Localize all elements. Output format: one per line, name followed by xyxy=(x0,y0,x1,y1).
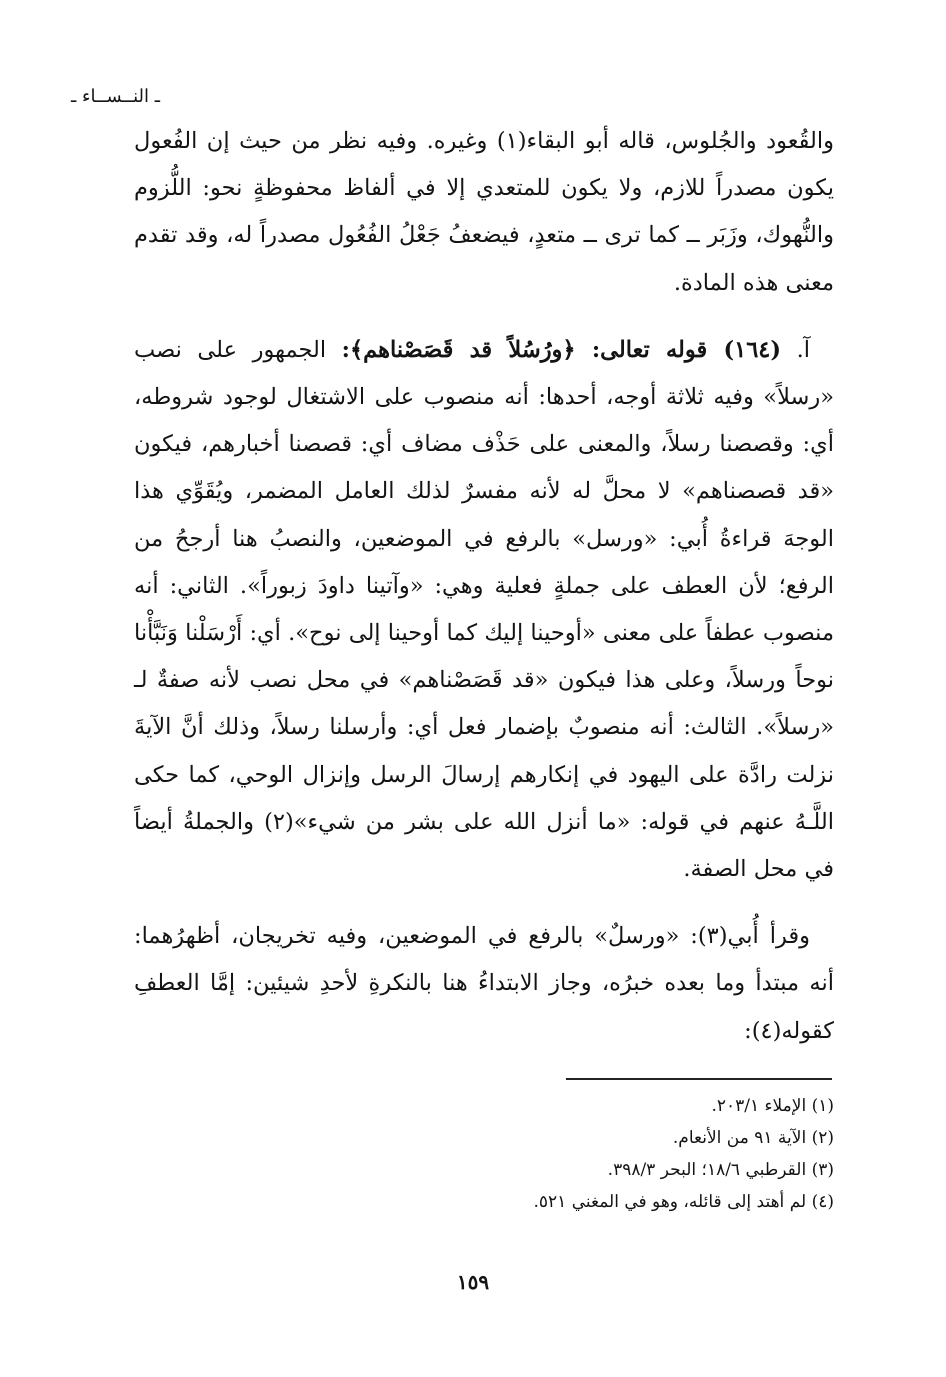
footnote-1: (١) الإملاء ٢٠٣/١. xyxy=(711,1096,834,1116)
footnote-3: (٣) القرطبي ١٨/٦؛ البحر ٣٩٨/٣. xyxy=(607,1160,834,1180)
footnotes xyxy=(134,1090,834,1218)
verse-heading: (١٦٤) قوله تعالى: ﴿ورُسُلاً قد قَصَصْناهم﴾: xyxy=(341,336,782,363)
verse-marker: آ. xyxy=(796,336,810,363)
main-text xyxy=(134,118,834,1055)
page-number: ١٥٩ xyxy=(456,1270,490,1294)
paragraph-2 xyxy=(134,327,834,893)
footnote-2: (٢) الآية ٩١ من الأنعام. xyxy=(672,1128,834,1148)
paragraph-3: وقرأ أُبي(٣): «ورسلٌ» بالرفع في الموضعين، وفيه تخريجان، أظهرُهما: أنه مبتدأ وما بعده خبرُه، وجاز الابتداءُ هنا بالنكرةِ لأحدِ شيئين: إمَّا العطفِ كقوله(٤): xyxy=(134,923,834,1044)
paragraph-2-text: الجمهور على نصب «رسلاً» وفيه ثلاثة أوجه، أحدها: أنه منصوب على الاشتغال لوجود شروطه، أي: وقصصنا رسلاً، والمعنى على حَذْف مضاف أي: قصصنا أخبارهم، فيكون «قد قصصناهم» لا محلَّ له لأنه مفسرٌ لذلك العامل المضمر، ويُقَوِّي هذا الوجهَ قراءةُ أُبي: «ورسل» بالرفع في الموضعين، والنصبُ هنا أرجحُ من الرفع؛ لأن العطف على جملةٍ فعلية وهي: «وآتينا داودَ زبوراً». الثاني: أنه منصوب عطفاً على معنى «أوحينا إليك كما أوحينا إلى نوح». أي: أَرْسَلْنا وَنَبَّأْنا نوحاً ورسلاً، وعلى هذا فيكون «قد قَصَصْناهم» في محل نصب لأنه صفةٌ لـ «رسلاً». الثالث: أنه منصوبٌ بإضمار فعل أي: وأرسلنا رسلاً، وذلك أنَّ الآيةَ نزلت رادَّة على اليهود في إنكارهم إرسالَ الرسل وإنزال الوحي، كما حكى اللَّـهُ عنهم في قوله: «ما أنزل الله على بشر من شيء»(٢) والجملةُ أيضاً في محل الصفة. xyxy=(134,336,834,883)
running-head: ـ النــســاء ـ xyxy=(70,86,160,107)
footnote-4: (٤) لم أهتد إلى قائله، وهو في المغني ٥٢١. xyxy=(533,1192,834,1212)
paragraph-1: والقُعود والجُلوس، قاله أبو البقاء(١) وغيره. وفيه نظر من حيث إن الفُعول يكون مصدراً للازم، ولا يكون للمتعدي إلا في ألفاظ محفوظةٍ نحو: اللُّزوم والنُّهوك، وزَبَر ــ كما ترى ــ متعدٍ، فيضعفُ جَعْلُ الفُعُول مصدراً له، وقد تقدم معنى هذه المادة. xyxy=(134,128,834,296)
footnote-separator xyxy=(566,1078,832,1080)
